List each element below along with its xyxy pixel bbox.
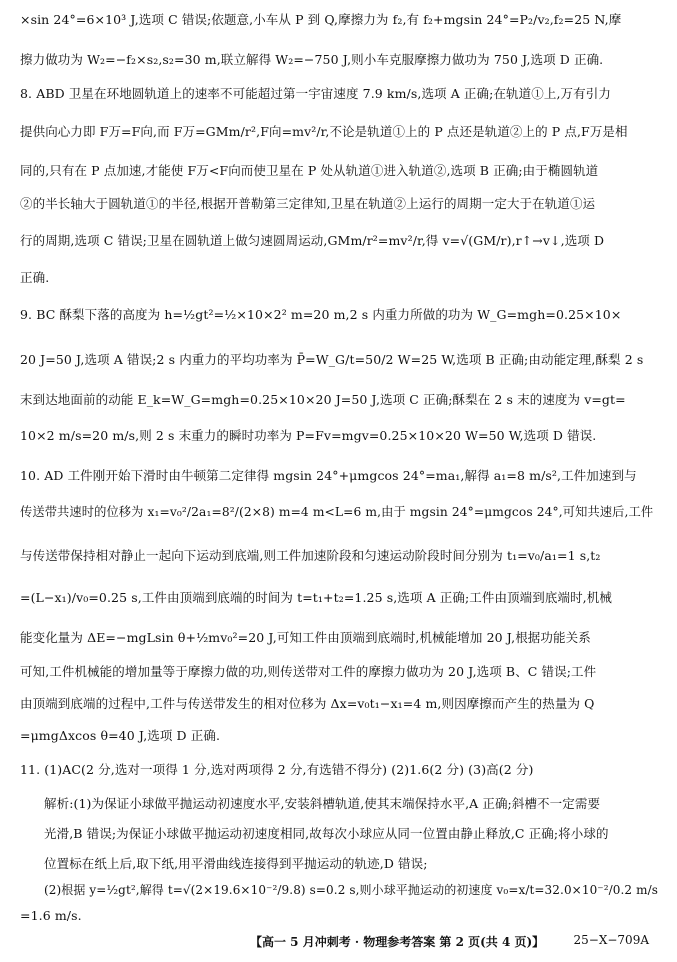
text-line: 10×2 m/s=20 m/s,则 2 s 末重力的瞬时功率为 P=Fv=mgv=0.25×10×20 W=50 W,选项 D 错误. xyxy=(20,428,597,443)
document-code: 25−X−709A xyxy=(573,933,649,947)
text-line: =μmgΔxcos θ=40 J,选项 D 正确. xyxy=(20,728,221,743)
text-line: ②的半长轴大于圆轨道①的半径,根据开普勒第三定律知,卫星在轨道②上运行的周期一定大于在轨道①运 xyxy=(20,196,596,211)
text-line: (2)根据 y=½gt²,解得 t=√(2×19.6×10⁻²/9.8) s=0.2 s,则小球平抛运动的初速度 v₀=x/t=32.0×10⁻²/0.2 m/s xyxy=(44,883,658,897)
text-line: =(L−x₁)/v₀=0.25 s,工件由顶端到底端的时间为 t=t₁+t₂=1.25 s,选项 A 正确;工件由顶端到底端时,机械 xyxy=(20,590,612,605)
text-line: 9. BC 酥梨下落的高度为 h=½gt²=½×10×2² m=20 m,2 s 内重力所做的功为 W_G=mgh=0.25×10× xyxy=(20,307,622,322)
text-line: 可知,工件机械能的增加量等于摩擦力做的功,则传送带对工件的摩擦力做功为 20 J,选项 B、C 错误;工件 xyxy=(20,664,597,679)
text-line: 20 J=50 J,选项 A 错误;2 s 内重力的平均功率为 P̄=W_G/t=50/2 W=25 W,选项 B 正确;由动能定理,酥梨 2 s xyxy=(20,352,644,367)
text-line: 8. ABD 卫星在环地圆轨道上的速率不可能超过第一宇宙速度 7.9 km/s,选项 A 正确;在轨道①上,万有引力 xyxy=(20,86,611,101)
text-line: 10. AD 工件刚开始下滑时由牛顿第二定律得 mgsin 24°+μmgcos 24°=ma₁,解得 a₁=8 m/s²,工件加速到与 xyxy=(20,468,637,483)
text-line: 与传送带保持相对静止一起向下运动到底端,则工件加速阶段和匀速运动阶段时间分别为 t₁=v₀/a₁=1 s,t₂ xyxy=(20,548,601,563)
text-line: ×sin 24°=6×10³ J,选项 C 错误;依题意,小车从 P 到 Q,摩擦力为 f₂,有 f₂+mgsin 24°=P₂/v₂,f₂=25 N,摩 xyxy=(20,12,622,27)
text-line: 行的周期,选项 C 错误;卫星在圆轨道上做匀速圆周运动,GMm/r²=mv²/r,得 v=√(GM/r),r↑→v↓,选项 D xyxy=(20,233,605,248)
page-footer: 【高一 5 月冲刺考 · 物理参考答案 第 2 页(共 4 页)】 xyxy=(250,935,545,949)
text-line: 同的,只有在 P 点加速,才能使 F万<F向而使卫星在 P 处从轨道①进入轨道②,选项 B 正确;由于椭圆轨道 xyxy=(20,163,599,178)
text-line: 11. (1)AC(2 分,选对一项得 1 分,选对两项得 2 分,有选错不得分) (2)1.6(2 分) (3)高(2 分) xyxy=(20,762,534,777)
text-line: 传送带共速时的位移为 x₁=v₀²/2a₁=8²/(2×8) m=4 m<L=6 m,由于 mgsin 24°=μmgcos 24°,可知共速后,工件 xyxy=(20,505,654,519)
text-line: 能变化量为 ΔE=−mgLsin θ+½mv₀²=20 J,可知工件由顶端到底端时,机械能增加 20 J,根据功能关系 xyxy=(20,630,591,645)
text-line: 末到达地面前的动能 E_k=W_G=mgh=0.25×10×20 J=50 J,选项 C 正确;酥梨在 2 s 末的速度为 v=gt= xyxy=(20,392,626,407)
text-line: 光滑,B 错误;为保证小球做平抛运动初速度相同,故每次小球应从同一位置由静止释放,C 正确;将小球的 xyxy=(44,826,609,841)
text-line: 解析:(1)为保证小球做平抛运动初速度水平,安装斜槽轨道,使其末端保持水平,A 正确;斜槽不一定需要 xyxy=(44,796,601,811)
text-line: 位置标在纸上后,取下纸,用平滑曲线连接得到平抛运动的轨迹,D 错误; xyxy=(44,856,428,871)
text-line: 由顶端到底端的过程中,工件与传送带发生的相对位移为 Δx=v₀t₁−x₁=4 m,则因摩擦而产生的热量为 Q xyxy=(20,696,595,711)
text-line: 正确. xyxy=(20,270,50,285)
text-line: =1.6 m/s. xyxy=(20,908,82,923)
text-line: 提供向心力即 F万=F向,而 F万=GMm/r²,F向=mv²/r,不论是轨道①上的 P 点还是轨道②上的 P 点,F万是相 xyxy=(20,124,628,139)
text-line: 擦力做功为 W₂=−f₂×s₂,s₂=30 m,联立解得 W₂=−750 J,则小车克服摩擦力做功为 750 J,选项 D 正确. xyxy=(20,52,604,67)
